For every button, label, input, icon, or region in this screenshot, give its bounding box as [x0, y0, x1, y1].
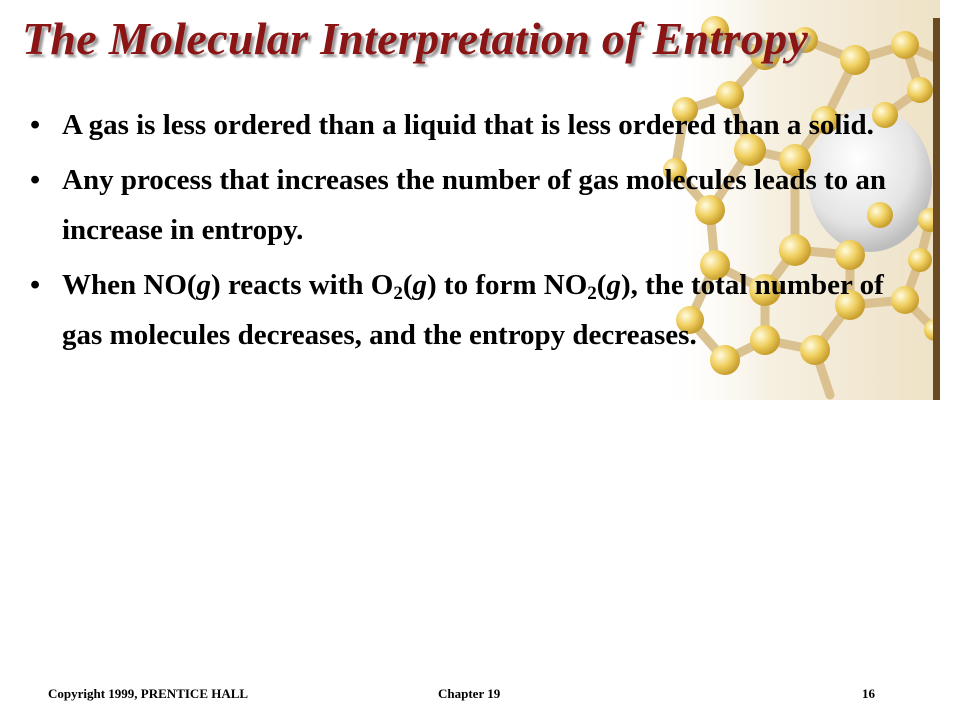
gas-state-symbol: g [412, 269, 428, 301]
bullet-3-text: ) reacts with O [211, 269, 394, 301]
bullet-text-3 [62, 269, 884, 351]
gas-state-symbol: g [606, 269, 621, 301]
bullet-text-1: A gas is less ordered than a liquid that is less ordered than a solid. [62, 109, 874, 141]
subscript: 2 [587, 283, 597, 304]
bullet-3-text: ( [596, 269, 607, 301]
footer-chapter: Chapter 19 [438, 686, 501, 701]
bullet-list [30, 100, 910, 365]
bullet-3-text: ), the total number of gas molecules decreases, and the entropy decreases. [62, 269, 884, 351]
bullet-icon: • [30, 164, 41, 196]
slide-title: The Molecular Interpretation of Entropy [22, 13, 809, 64]
bullet-icon: • [30, 109, 41, 141]
subscript: 2 [393, 283, 403, 304]
gas-state-symbol: g [196, 269, 212, 301]
bullet-item-3 [30, 260, 910, 360]
bullet-item-1 [30, 100, 910, 150]
footer-page-number: 16 [862, 686, 875, 701]
footer-copyright: Copyright 1999, PRENTICE HALL [48, 686, 249, 701]
bullet-icon: • [30, 269, 41, 301]
bullet-text-2: Any process that increases the number of gas molecules leads to an increase in entropy. [62, 164, 887, 246]
bullet-item-2 [30, 155, 910, 255]
bullet-3-text: ( [402, 269, 413, 301]
bullet-3-text: ) to form NO [427, 269, 588, 301]
bullet-3-text: When NO( [62, 269, 197, 301]
